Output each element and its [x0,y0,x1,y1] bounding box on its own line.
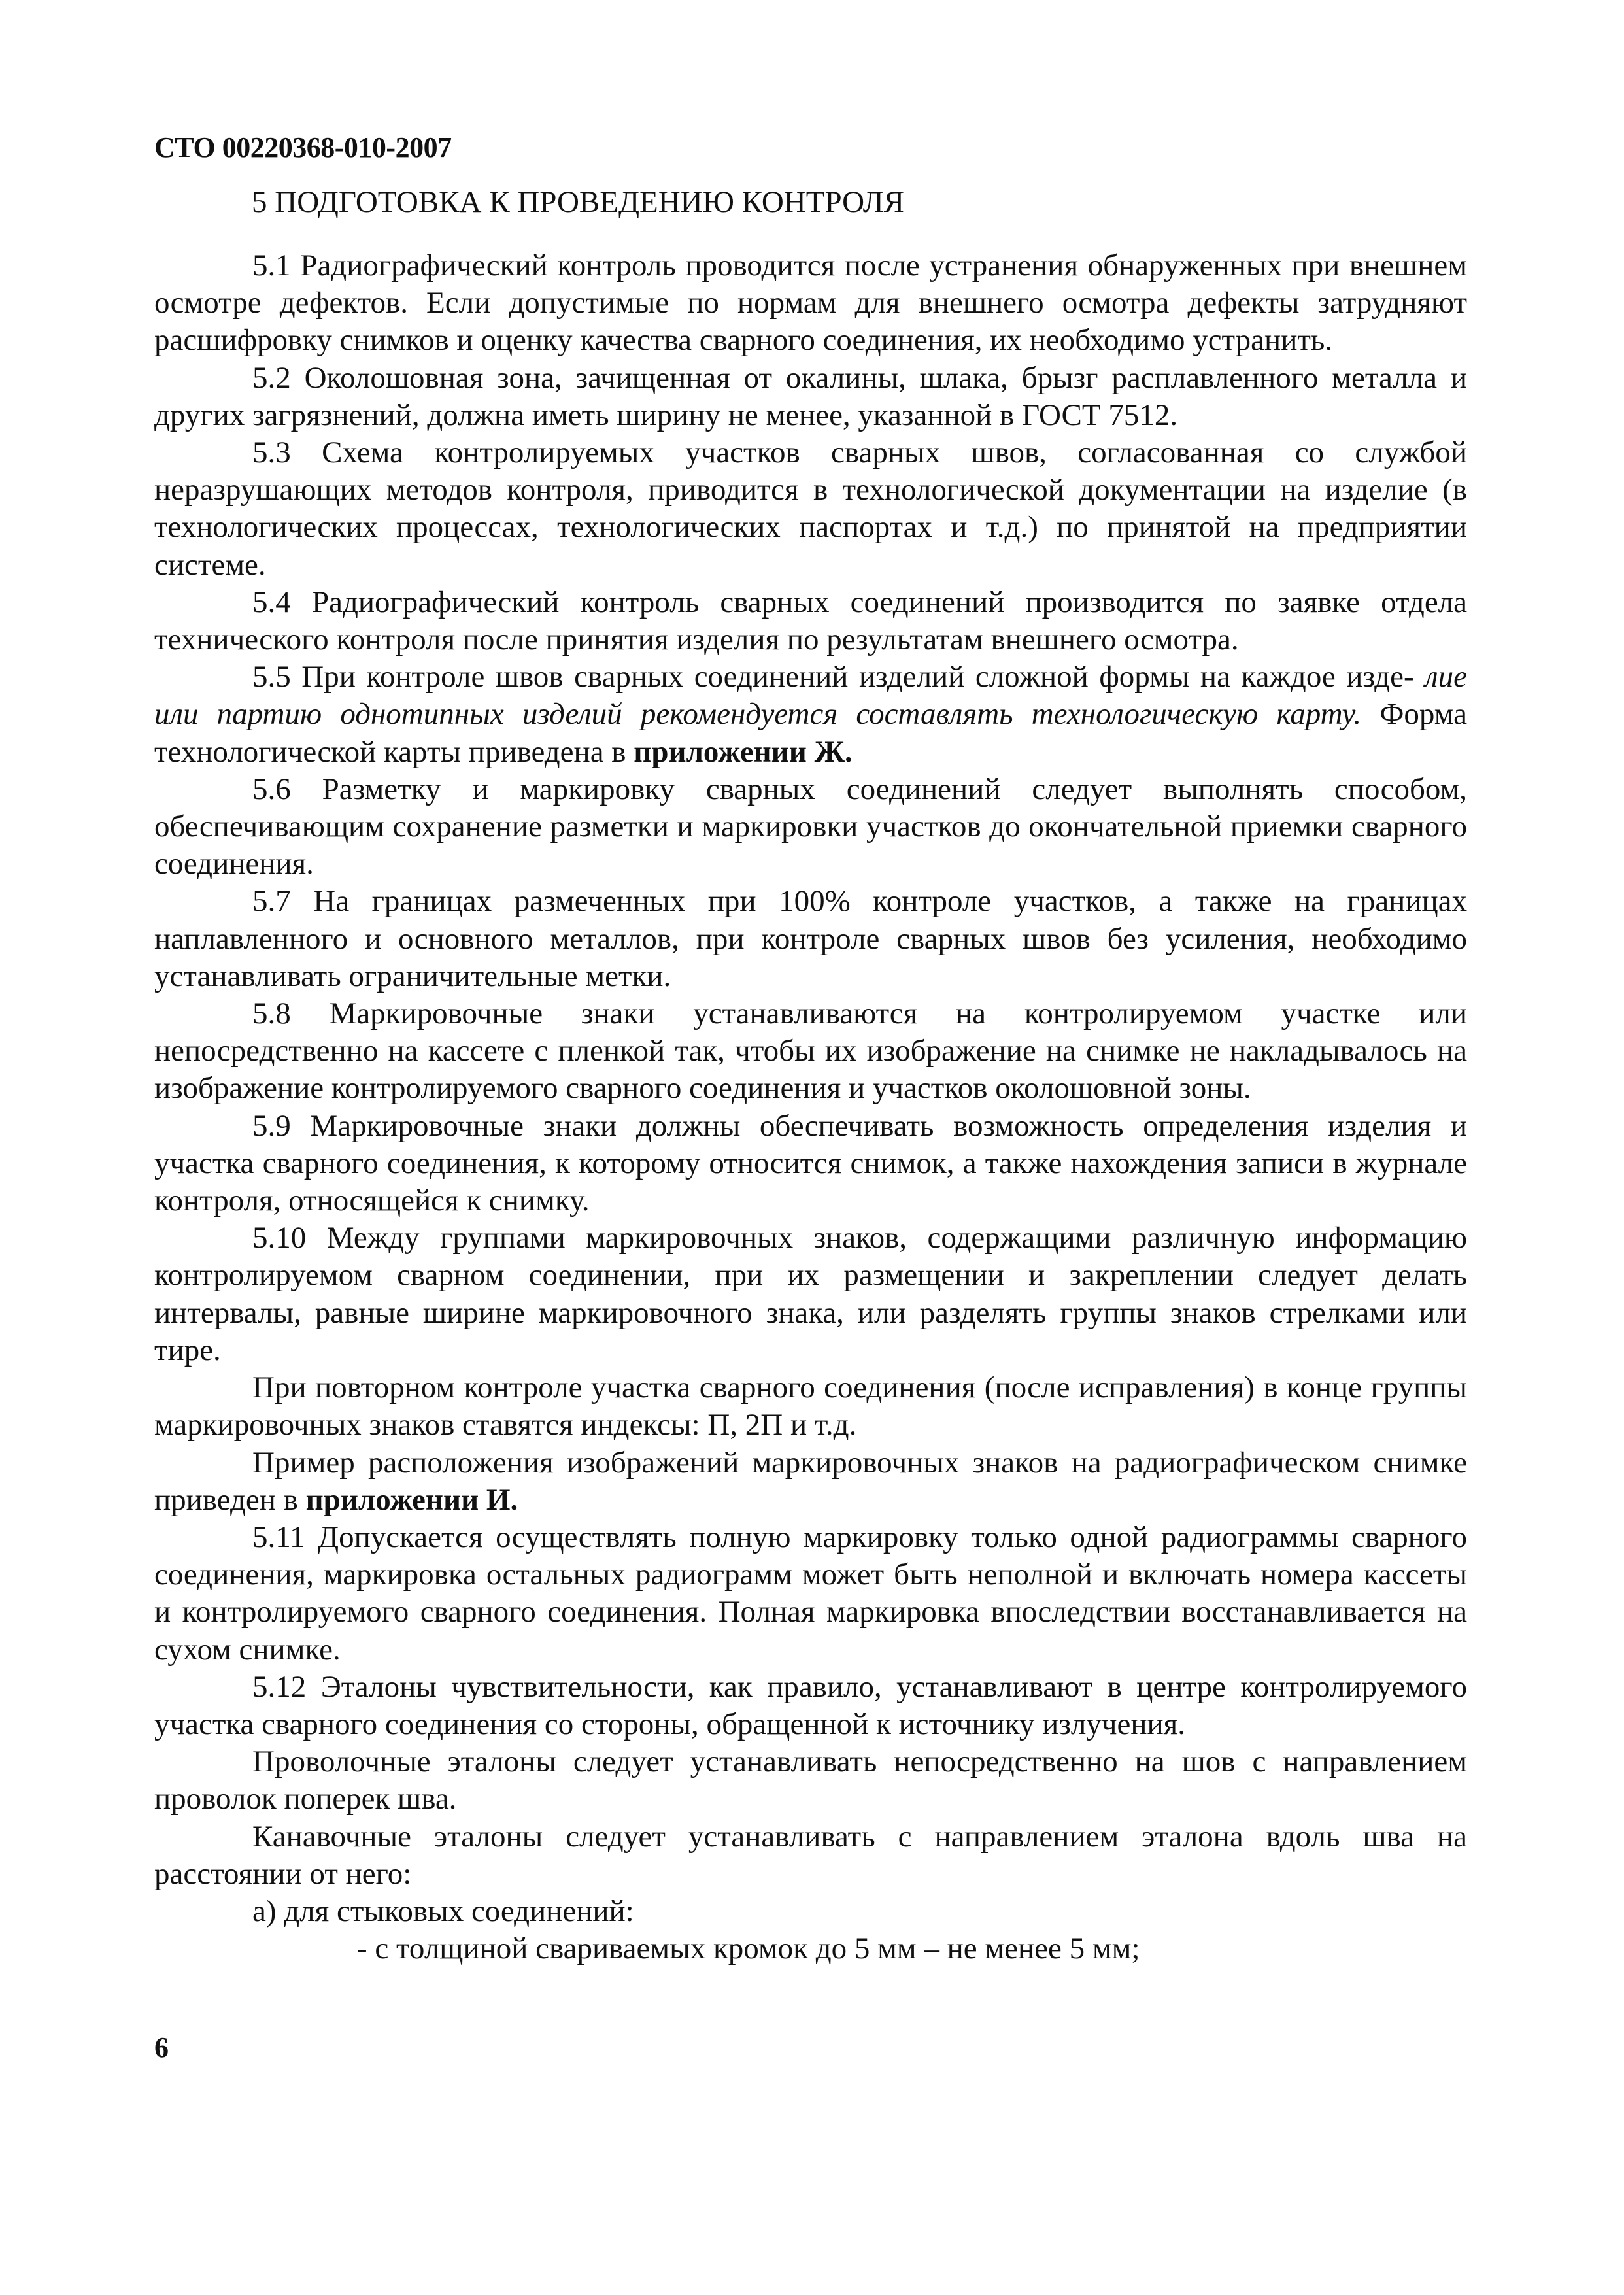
page-number: 6 [154,2032,169,2064]
paragraph-groove-standards: Канавочные эталоны следует устанавливать с направлением эталона вдоль шва на расстоянии от него: [154,1819,1467,1891]
paragraph-5-4: 5.4 Радиографический контроль сварных соединений производится по заявке отдела технического контроля после принятия изделия по результатам внешнего осмотра. [154,585,1467,657]
paragraph-5-5-text: Форма технологической карты приведена в [154,697,1467,769]
paragraph-5-11: 5.11 Допускается осуществлять полную маркировку только одной радиограммы сварного соединения, маркировка остальных радиограмм может быть неполной и включать номера кассеты и контролируемого сварного соединения. Полная маркировка впоследствии восстанавливается на сухом снимке. [154,1520,1467,1667]
paragraph-5-5-line-1: 5.5 При контроле швов сварных соединений изделий сложной формы на каждое изде- [252,660,1414,694]
section-title: 5 ПОДГОТОВКА К ПРОВЕДЕНИЮ КОНТРОЛЯ [252,185,904,219]
document-body [154,247,1467,1967]
paragraph-5-9: 5.9 Маркировочные знаки должны обеспечивать возможность определения изделия и участка сварного соединения, к которому относится снимок, а также нахождения записи в журнале контроля, относящейся к снимку. [154,1108,1467,1218]
paragraph-5-12: 5.12 Эталоны чувствительности, как правило, устанавливают в центре контролируемого участка сварного соединения со стороны, обращенной к источнику излучения. [154,1669,1467,1741]
paragraph-5-5 [154,658,1467,771]
paragraph-5-10: 5.10 Между группами маркировочных знаков, содержащими различную информацию контролируемом сварном соединении, при их размещении и закреплении следует делать интервалы, равные ширине маркировочного знака, или разделять группы знаков стрелками или тире. [154,1221,1467,1367]
dash-item-1: - с толщиной свариваемых кромок до 5 мм – не менее 5 мм; [357,1931,1140,1966]
paragraph-5-5-italic-line: лие или партию однотипных изделий рекомендуется составлять технологическую карту. [154,660,1468,732]
paragraph-wire-standards: Проволочные эталоны следует устанавливать непосредственно на шов с направлением проволок поперек шва. [154,1744,1467,1816]
paragraph-5-1: 5.1 Радиографический контроль проводится после устранения обнаруженных при внешнем осмотре дефектов. Если допустимые по нормам для внешнего осмотра дефекты затрудняют расшифровку снимков и оценку качества сварного соединения, их необходимо устранить. [154,248,1467,358]
document-code: СТО 00220368-010-2007 [154,131,452,163]
paragraph-5-7: 5.7 На границах размеченных при 100% контроле участков, а также на границах наплавленного и основного металлов, при контроле сварных швов без усиления, необходимо устанавливать ограничительные метки. [154,884,1467,993]
paragraph-5-2: 5.2 Околошовная зона, зачищенная от окалины, шлака, брызг расплавленного металла и других загрязнений, должна иметь ширину не менее, указанной в ГОСТ 7512. [154,360,1467,432]
paragraph-5-6: 5.6 Разметку и маркировку сварных соединений следует выполнять способом, обеспечивающим сохранение разметки и маркировки участков до окончательной приемки сварного соединения. [154,772,1467,881]
list-item-a: а) для стыковых соединений: [252,1894,634,1928]
appendix-zh-reference: приложении Ж. [634,734,853,769]
paragraph-repeat-control: При повторном контроле участка сварного соединения (после исправления) в конце группы маркировочных знаков ставятся индексы: П, 2П и т.д. [154,1370,1467,1442]
paragraph-5-8: 5.8 Маркировочные знаки устанавливаются на контролируемом участке или непосредственно на кассете с пленкой так, чтобы их изображение на снимке не накладывалось на изображение контролируемого сварного соединения и участков околошовной зоны. [154,996,1467,1106]
appendix-i-reference: приложении И. [305,1482,518,1517]
paragraph-example-text: Пример расположения изображений маркировочных знаков на радиографическом снимке приведен в [154,1445,1467,1517]
paragraph-example [154,1444,1467,1519]
paragraph-5-3: 5.3 Схема контролируемых участков сварных швов, согласованная со службой неразрушающих методов контроля, приводится в технологической документации на изделие (в технологических процессах, технологических паспортах и т.д.) по принятой на предприятии системе. [154,435,1467,582]
